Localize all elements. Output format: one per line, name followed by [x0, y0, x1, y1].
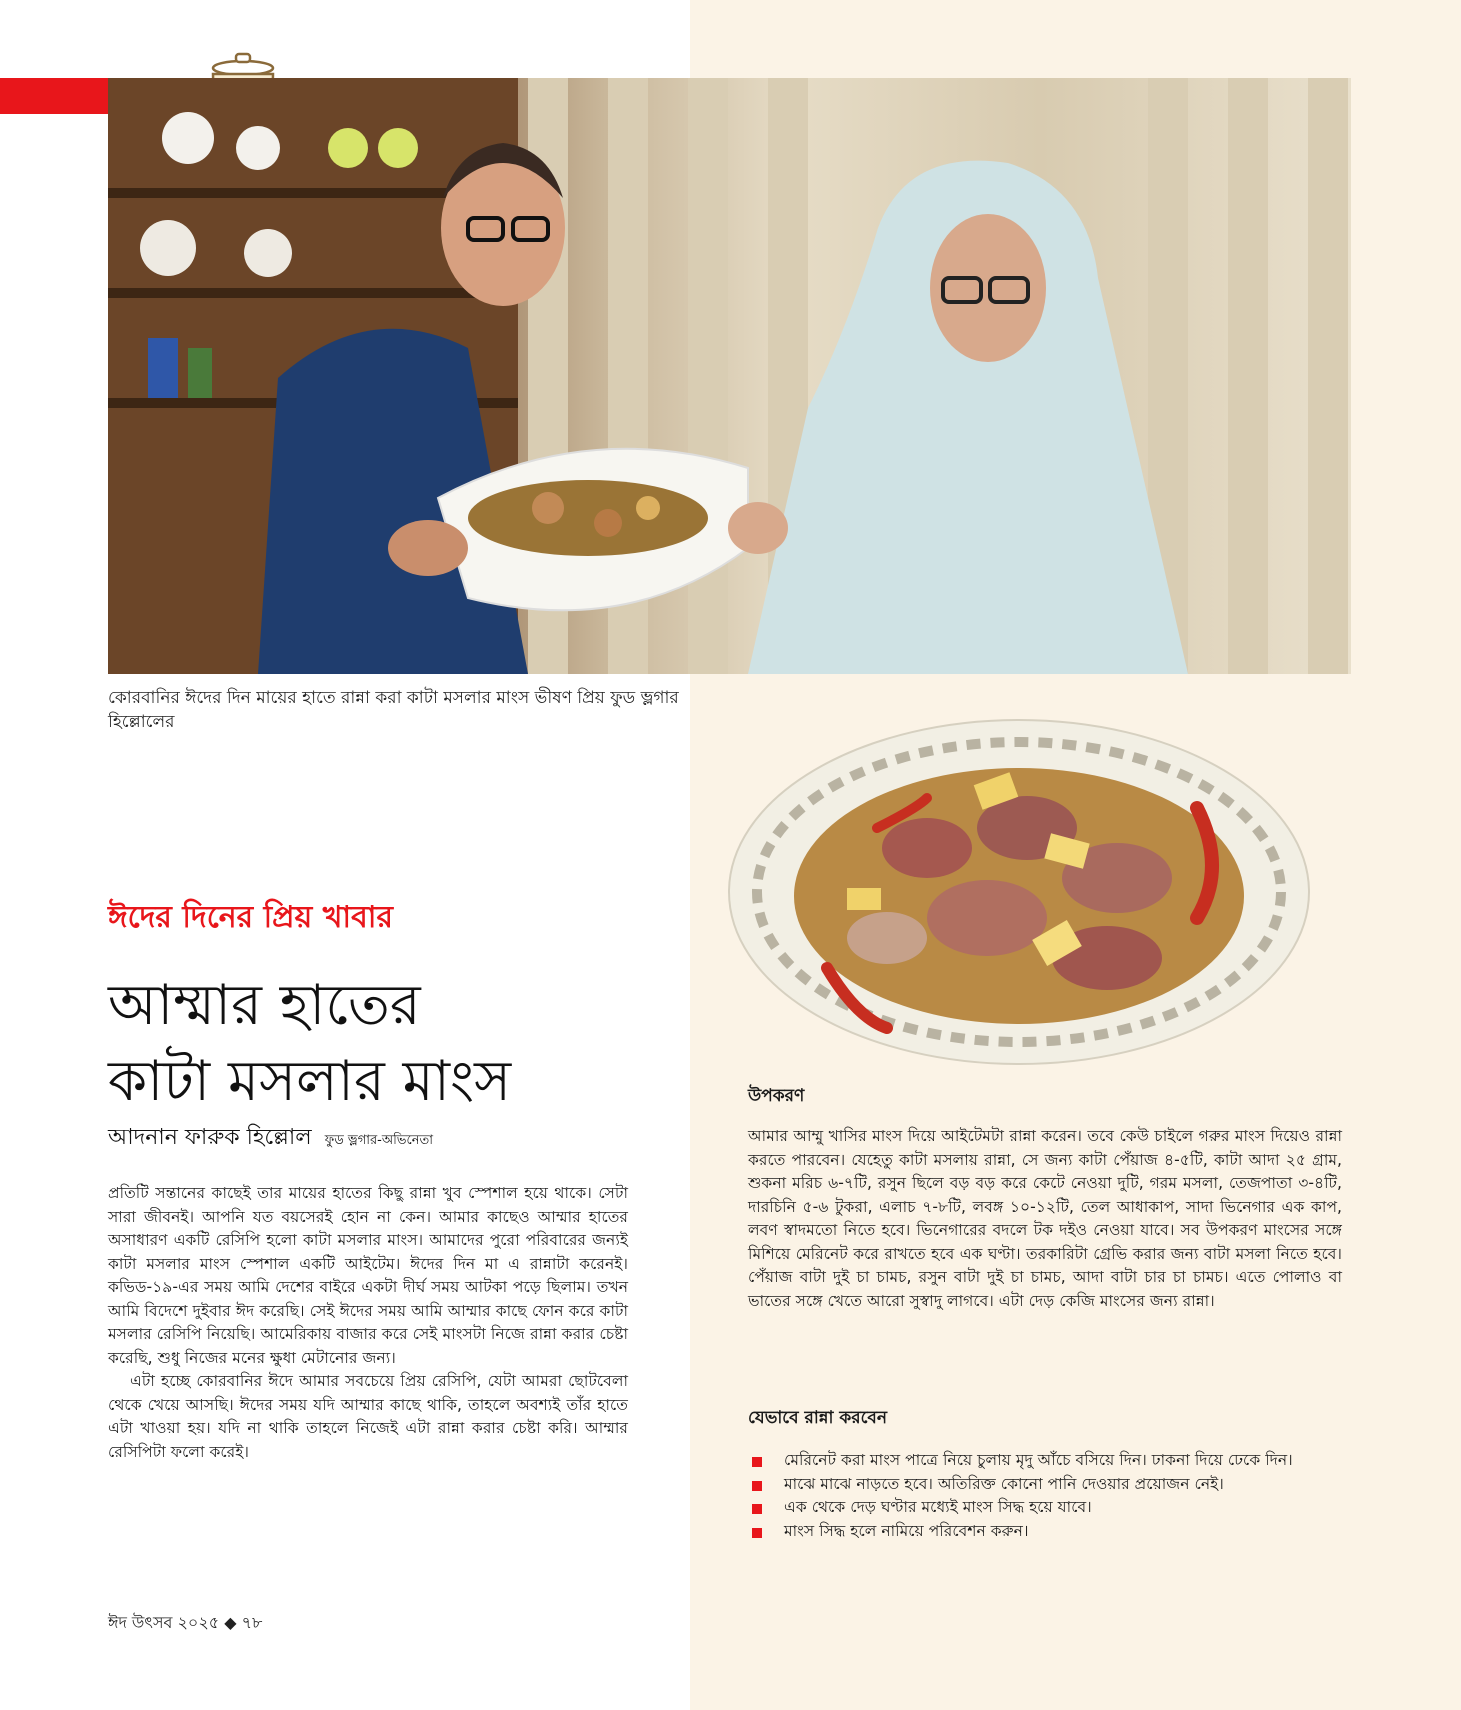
kicker-heading: ঈদের দিনের প্রিয় খাবার [108, 900, 393, 935]
author-role: ফুড ভ্লগার-অভিনেতা [324, 1133, 433, 1148]
title-line-2: কাটা মসলার মাংস [108, 1049, 512, 1114]
intro-text [108, 1182, 628, 1464]
list-item [748, 1496, 1328, 1520]
photo-caption: কোরবানির ঈদের দিন মায়ের হাতে রান্না করা কাটা মসলার মাংস ভীষণ প্রিয় ফুড ভ্লগার হিল্লোলের [108, 688, 679, 732]
ingredients-heading: উপকরণ [748, 1086, 805, 1106]
page-title [108, 968, 708, 1120]
bullet-square-icon [752, 1528, 762, 1538]
intro-paragraph-2: এটা হচ্ছে কোরবানির ঈদে আমার সবচেয়ে প্রিয় রেসিপি, যেটা আমরা ছোটবেলা থেকে খেয়ে আসছি। ঈদের সময় যদি আম্মার কাছে থাকি, তাহলে অবশ্যই তাঁর হাতে এটা খাওয়া হয়। যদি না থাকি তাহলে নিজেই এটা রান্না করার চেষ্টা করি। আম্মার রেসিপিটা ফলো করেই। [108, 1372, 628, 1461]
list-item [748, 1520, 1328, 1544]
hero-photo [108, 78, 1351, 674]
bullet-square-icon [752, 1504, 762, 1514]
author-byline [108, 1120, 433, 1157]
author-name: আদনান ফারুক হিল্লোল [108, 1125, 312, 1150]
method-steps [748, 1449, 1328, 1543]
step-text: এক থেকে দেড় ঘণ্টার মধ্যেই মাংস সিদ্ধ হয়ে যাবে। [784, 1498, 1092, 1516]
page-footer: ঈদ উৎসব ২০২৫ ◆ ৭৮ [108, 1613, 263, 1632]
title-line-1: আম্মার হাতের [108, 973, 421, 1038]
bullet-square-icon [752, 1457, 762, 1467]
bullet-square-icon [752, 1481, 762, 1491]
step-text: মাঝে মাঝে নাড়তে হবে। অতিরিক্ত কোনো পানি দেওয়ার প্রয়োজন নেই। [784, 1474, 1224, 1493]
method-heading: যেভাবে রান্না করবেন [748, 1408, 888, 1428]
step-text: মেরিনেট করা মাংস পাত্রে নিয়ে চুলায় মৃদু আঁচে বসিয়ে দিন। ঢাকনা দিয়ে ঢেকে দিন। [784, 1451, 1293, 1469]
intro-paragraph-1: প্রতিটি সন্তানের কাছেই তার মায়ের হাতের কিছু রান্না খুব স্পেশাল হয়ে থাকে। সেটা সারা জীবনই। আপনি যত বয়সেরই হোন না কেন। আমার কাছেও আম্মার হাতের অসাধারণ একটি রেসিপি হলো কাটা মসলার মাংস। আমাদের পুরো পরিবারের জন্যই কাটা মসলার মাংস স্পেশাল একটি আইটেম। ঈদের দিন মা এ রান্নাটা করেনই। কভিড-১৯-এর সময় আমি দেশের বাইরে একটা দীর্ঘ সময় আটকা পড়ে ছিলাম। তখন আমি বিদেশে দুইবার ঈদ করেছি। সেই ঈদের সময় আমি আম্মার কাছে ফোন করে কাটা মসলার রেসিপি নিয়েছি। আমেরিকায় বাজার করে সেই মাংসটা নিজে রান্না করার চেষ্টা করেছি, শুধু নিজের মনের ক্ষুধা মেটানোর জন্য। [108, 1184, 628, 1367]
dish-photo [727, 718, 1312, 1066]
step-text: মাংস সিদ্ধ হলে নামিয়ে পরিবেশন করুন। [784, 1521, 1029, 1540]
list-item [748, 1473, 1328, 1497]
list-item [748, 1449, 1328, 1473]
ingredients-text: আমার আম্মু খাসির মাংস দিয়ে আইটেমটা রান্না করেন। তবে কেউ চাইলে গরুর মাংস দিয়েও রান্না করতে পারবেন। যেহেতু কাটা মসলায় রান্না, সে জন্য কাটা পেঁয়াজ ৪-৫টি, কাটা আদা ২৫ গ্রাম, শুকনা মরিচ ৬-৭টি, রসুন ছিলে বড় বড় করে কেটে নেওয়া দুটি, গরম মসলা, তেজপাতা ৩-৪টি, দারচিনি ৫-৬ টুকরা, এলাচ ৭-৮টি, লবঙ্গ ১০-১২টি, তেল আধাকাপ, সাদা ভিনেগার এক কাপ, লবণ স্বাদমতো নিতে হবে। ভিনেগারের বদলে টক দইও নেওয়া যাবে। সব উপকরণ মাংসের সঙ্গে মিশিয়ে মেরিনেট করে রাখতে হবে এক ঘণ্টা। তরকারিটা গ্রেভি করার জন্য বাটা মসলা নিতে হবে। পেঁয়াজ বাটা দুই চা চামচ, রসুন বাটা দুই চা চামচ, আদা বাটা চার চা চামচ। এতে পোলাও বা ভাতের সঙ্গে খেতে আরো সুস্বাদু লাগবে। এটা দেড় কেজি মাংসের জন্য রান্না। [748, 1127, 1342, 1310]
